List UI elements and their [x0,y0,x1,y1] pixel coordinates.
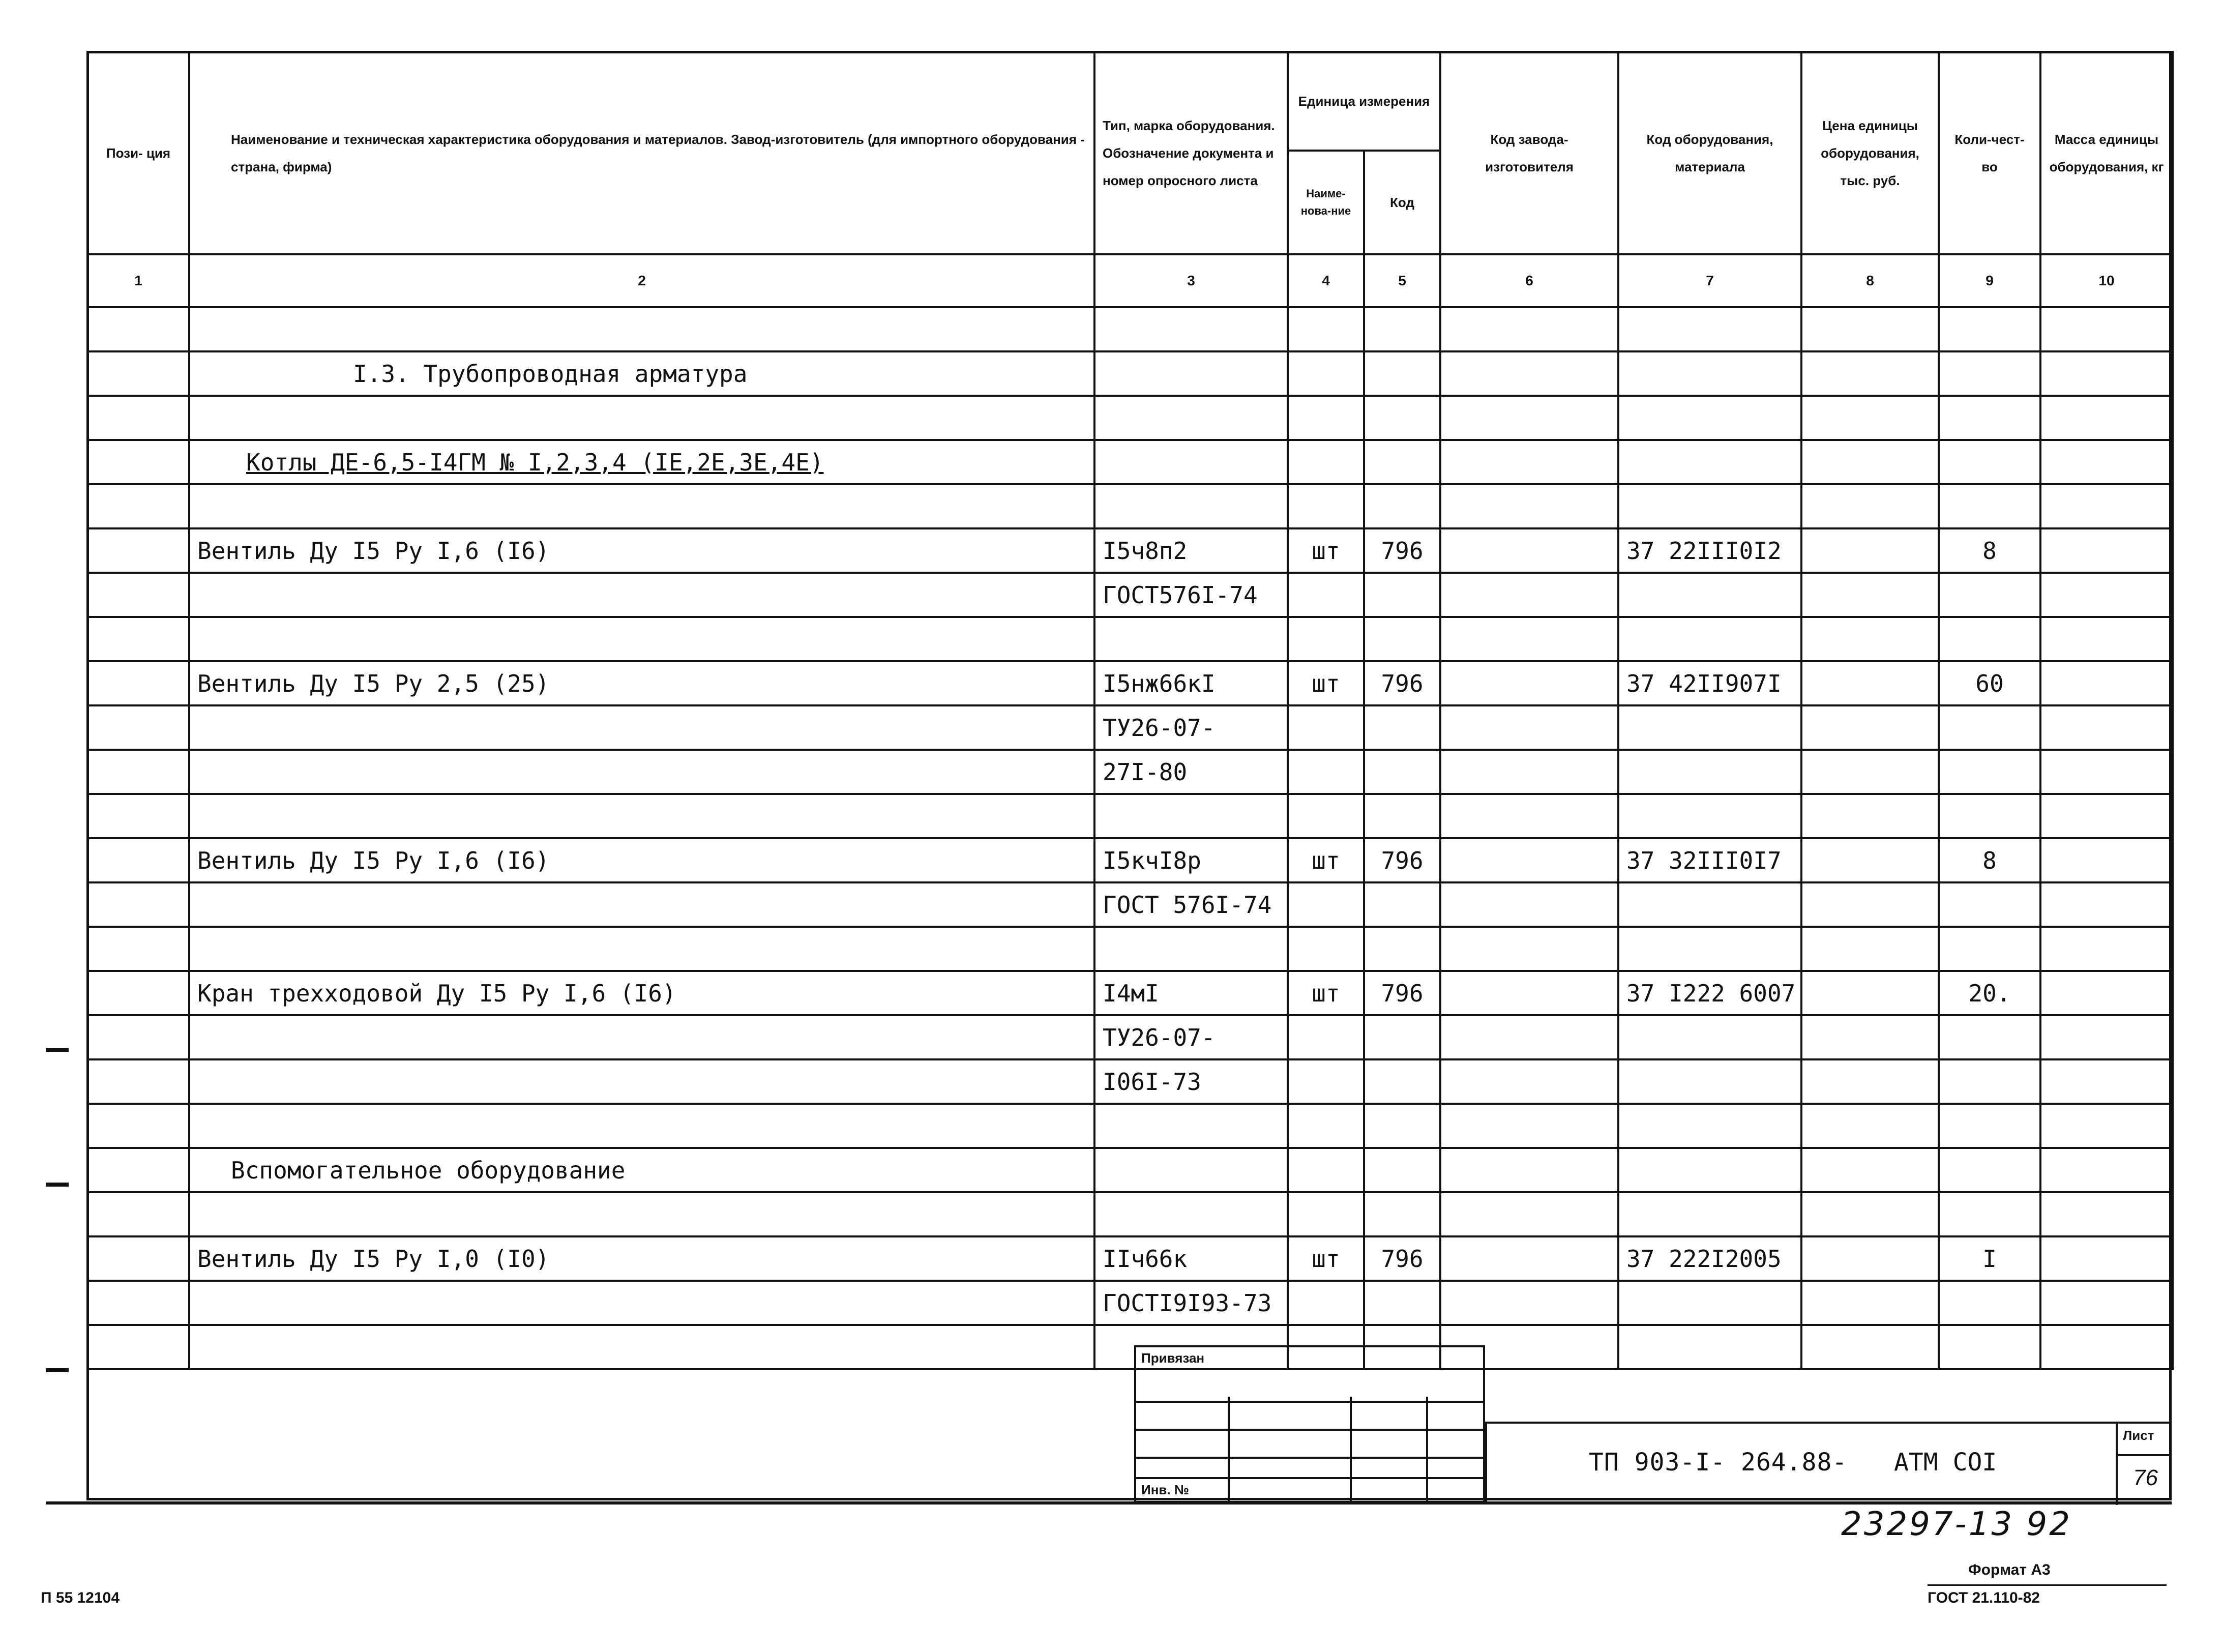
item-type-doc: ГОСТI9I93-73 [1094,1281,1288,1325]
item-unit: шт [1288,528,1364,573]
item-name: Вентиль Ду I5 Ру I,0 (I0) [189,1236,1094,1281]
header-row [87,52,2173,151]
col-header-quantity: Коли-чест-во [1939,52,2040,254]
table-row [87,838,2173,882]
table-row [87,1236,2173,1281]
document-suffix: АТМ СОI [1894,1448,1997,1477]
gost-label: ГОСТ 21.110-82 [1928,1589,2040,1606]
col-header-equipment-code: Код оборудования, материала [1618,52,1801,254]
table-row [87,705,2173,750]
table-row [87,661,2173,705]
col-num-2: 2 [189,254,1094,307]
col-header-unit-group: Единица измерения [1288,52,1440,151]
col-num-9: 9 [1939,254,2040,307]
table-row [87,351,2173,396]
item-type: I5нж66кI [1094,661,1288,705]
table-row [87,1059,2173,1104]
item-type-doc: ГОСТ 576I-74 [1094,882,1288,927]
margin-tick [46,1368,69,1372]
table-row [87,1104,2173,1148]
col-num-6: 6 [1440,254,1618,307]
corner-code: П 55 12104 [41,1589,120,1606]
table-row [87,440,2173,484]
item-unit: шт [1288,971,1364,1015]
aux-section-title: Вспомогательное оборудование [189,1148,1094,1192]
table-row [87,1325,2173,1369]
item-code: 37 42II907I [1618,661,1801,705]
item-qty: I [1939,1236,2040,1281]
section-title: I.3. Трубопроводная арматура [189,351,1094,396]
table-row [87,1192,2173,1236]
item-type-doc: 27I-80 [1094,750,1288,794]
item-code: 37 222I2005 [1618,1236,1801,1281]
item-unit-code: 796 [1364,528,1440,573]
item-type-doc: ТУ26-07- [1094,705,1288,750]
item-type-doc: ТУ26-07- [1094,1015,1288,1059]
footer-rule [1928,1584,2167,1586]
handwritten-inventory-number: 23297-13 92 [1841,1506,2072,1543]
table-row [87,307,2173,351]
table-row [87,971,2173,1015]
col-header-price: Цена единицы оборудования, тыс. руб. [1801,52,1939,254]
table-row [87,750,2173,794]
item-unit-code: 796 [1364,838,1440,882]
col-header-manufacturer-code: Код завода-изготовителя [1440,52,1618,254]
col-num-5: 5 [1364,254,1440,307]
item-unit: шт [1288,838,1364,882]
col-header-unit-code: Код [1364,151,1440,254]
table-row [87,617,2173,661]
table-row [87,927,2173,971]
table-row [87,484,2173,528]
col-header-position: Пози- ция [87,52,189,254]
col-header-mass: Масса единицы оборудования, кг [2040,52,2173,254]
col-header-unit-name: Наиме-нова-ние [1288,151,1364,254]
item-name: Вентиль Ду I5 Ру 2,5 (25) [189,661,1094,705]
sheet-box [2116,1424,2172,1505]
item-type: IIч66к [1094,1236,1288,1281]
item-type: I5кчI8р [1094,838,1288,882]
column-number-row [87,254,2173,307]
item-qty: 8 [1939,528,2040,573]
table-row [87,794,2173,838]
item-type: I5ч8п2 [1094,528,1288,573]
item-unit: шт [1288,661,1364,705]
sheet-label: Лист [2123,1428,2154,1443]
col-header-type: Тип, марка оборудования. Обозначение документа и номер опросного листа [1094,52,1288,254]
col-num-3: 3 [1094,254,1288,307]
table-row [87,882,2173,927]
item-qty: 8 [1939,838,2040,882]
format-label: Формат А3 [1968,1561,2051,1578]
item-unit: шт [1288,1236,1364,1281]
item-name: Вентиль Ду I5 Ру I,6 (I6) [189,528,1094,573]
table-row [87,396,2173,440]
item-code: 37 22III0I2 [1618,528,1801,573]
subsection-title: Котлы ДЕ-6,5-I4ГМ № I,2,3,4 (IЕ,2Е,3Е,4Е) [189,440,1094,484]
item-unit-code: 796 [1364,971,1440,1015]
item-type-doc: I06I-73 [1094,1059,1288,1104]
col-num-8: 8 [1801,254,1939,307]
item-type: I4мI [1094,971,1288,1015]
table-row [87,1148,2173,1192]
col-num-7: 7 [1618,254,1801,307]
margin-tick [46,1048,69,1052]
item-code: 37 I222 6007 [1618,971,1801,1015]
item-qty: 60 [1939,661,2040,705]
item-name: Вентиль Ду I5 Ру I,6 (I6) [189,838,1094,882]
document-code: ТП 903-I- 264.88- [1589,1448,1848,1477]
col-num-10: 10 [2040,254,2173,307]
sheet-number: 76 [2133,1465,2158,1490]
table-row [87,1015,2173,1059]
margin-tick [46,1183,69,1187]
table-row [87,1281,2173,1325]
item-code: 37 32III0I7 [1618,838,1801,882]
col-num-1: 1 [87,254,189,307]
table-row [87,528,2173,573]
table-row [87,573,2173,617]
col-num-4: 4 [1288,254,1364,307]
approval-stamp [1134,1345,1485,1503]
item-qty: 20. [1939,971,2040,1015]
inventory-label: Инв. № [1141,1482,1189,1497]
col-header-name: Наименование и техническая характеристика оборудования и материалов. Завод-изготовитель (для импортного оборудования - страна, фирма) [189,52,1094,254]
item-unit-code: 796 [1364,1236,1440,1281]
item-type-doc: ГОСТ576I-74 [1094,573,1288,617]
item-name: Кран трехходовой Ду I5 Ру I,6 (I6) [189,971,1094,1015]
specification-table [86,51,2174,1370]
title-block [1485,1422,2172,1503]
linked-label: Привязан [1141,1350,1205,1366]
item-unit-code: 796 [1364,661,1440,705]
